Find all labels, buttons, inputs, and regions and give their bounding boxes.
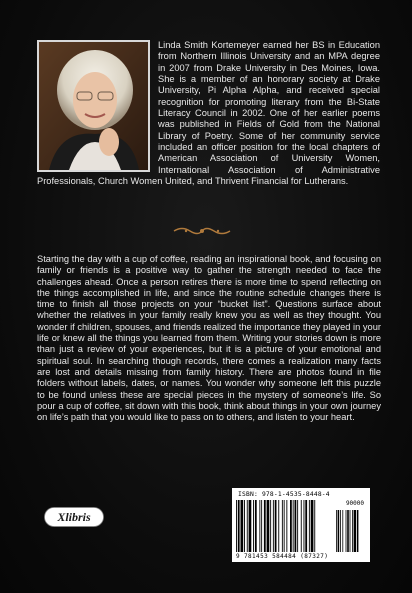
barcode-panel xyxy=(232,488,370,562)
author-bio xyxy=(37,40,380,187)
ean-digits: 9 781453 584484 (87327) xyxy=(236,553,329,560)
xlibris-logo xyxy=(44,507,104,527)
barcode-bars xyxy=(236,500,366,552)
divider-ornament xyxy=(172,226,232,236)
isbn-label: ISBN: 978-1-4535-8448-4 xyxy=(238,491,330,498)
author-bio-text: Linda Smith Kortemeyer earned her BS in Education from Northern Illinois University and an MPA degree in 2007 from Drake University in Des Moines, Iowa. She is a member of an honorary society at Drake University, Pi Alpha Alpha, and received special recognition for promoting literary from the Bi-State Literacy Council in 2002. One of her earlier poems was published in Fields of Gold from the National Library of Poetry. Some of her community service included an officer position for the local chapters of American Association of University Women, International Association of Administrative Professionals, Church Women United, and Thrivent Financial for Lutherans. xyxy=(37,40,380,187)
price-code: 90000 xyxy=(345,500,364,507)
book-description: Starting the day with a cup of coffee, reading an inspirational book, and focusing on family or friends is a positive way to gather the strength needed to face the challenges ahead. Once a person retires there is more time to spend reflecting on the things accomplished in life, and since the routine schedule changes there is time to finish all those projects on your “bucket list”. Questions surface about whether the relatives in your family really knew you as well as they thought. You wonder if children, spouses, and friends realized the importance they played in your life or knew all the things you learned from them. Writing your stories down is more than just a review of your experiences, but it is a picture of your emotional and spiritual soul. In searching though records, there comes a realization many facts are lost and details missing from family history. There are photos found in file folders without labels, dates, or names. You wonder why someone left this puzzle to be found unless these are special pieces in the mystery of someone’s life. So pour a cup of coffee, sit down with this book, think about things in your own journey on life’s path that you would like to pass on to others, and listen to your heart. xyxy=(37,254,381,423)
xlibris-logo-text: Xlibris xyxy=(57,510,91,524)
